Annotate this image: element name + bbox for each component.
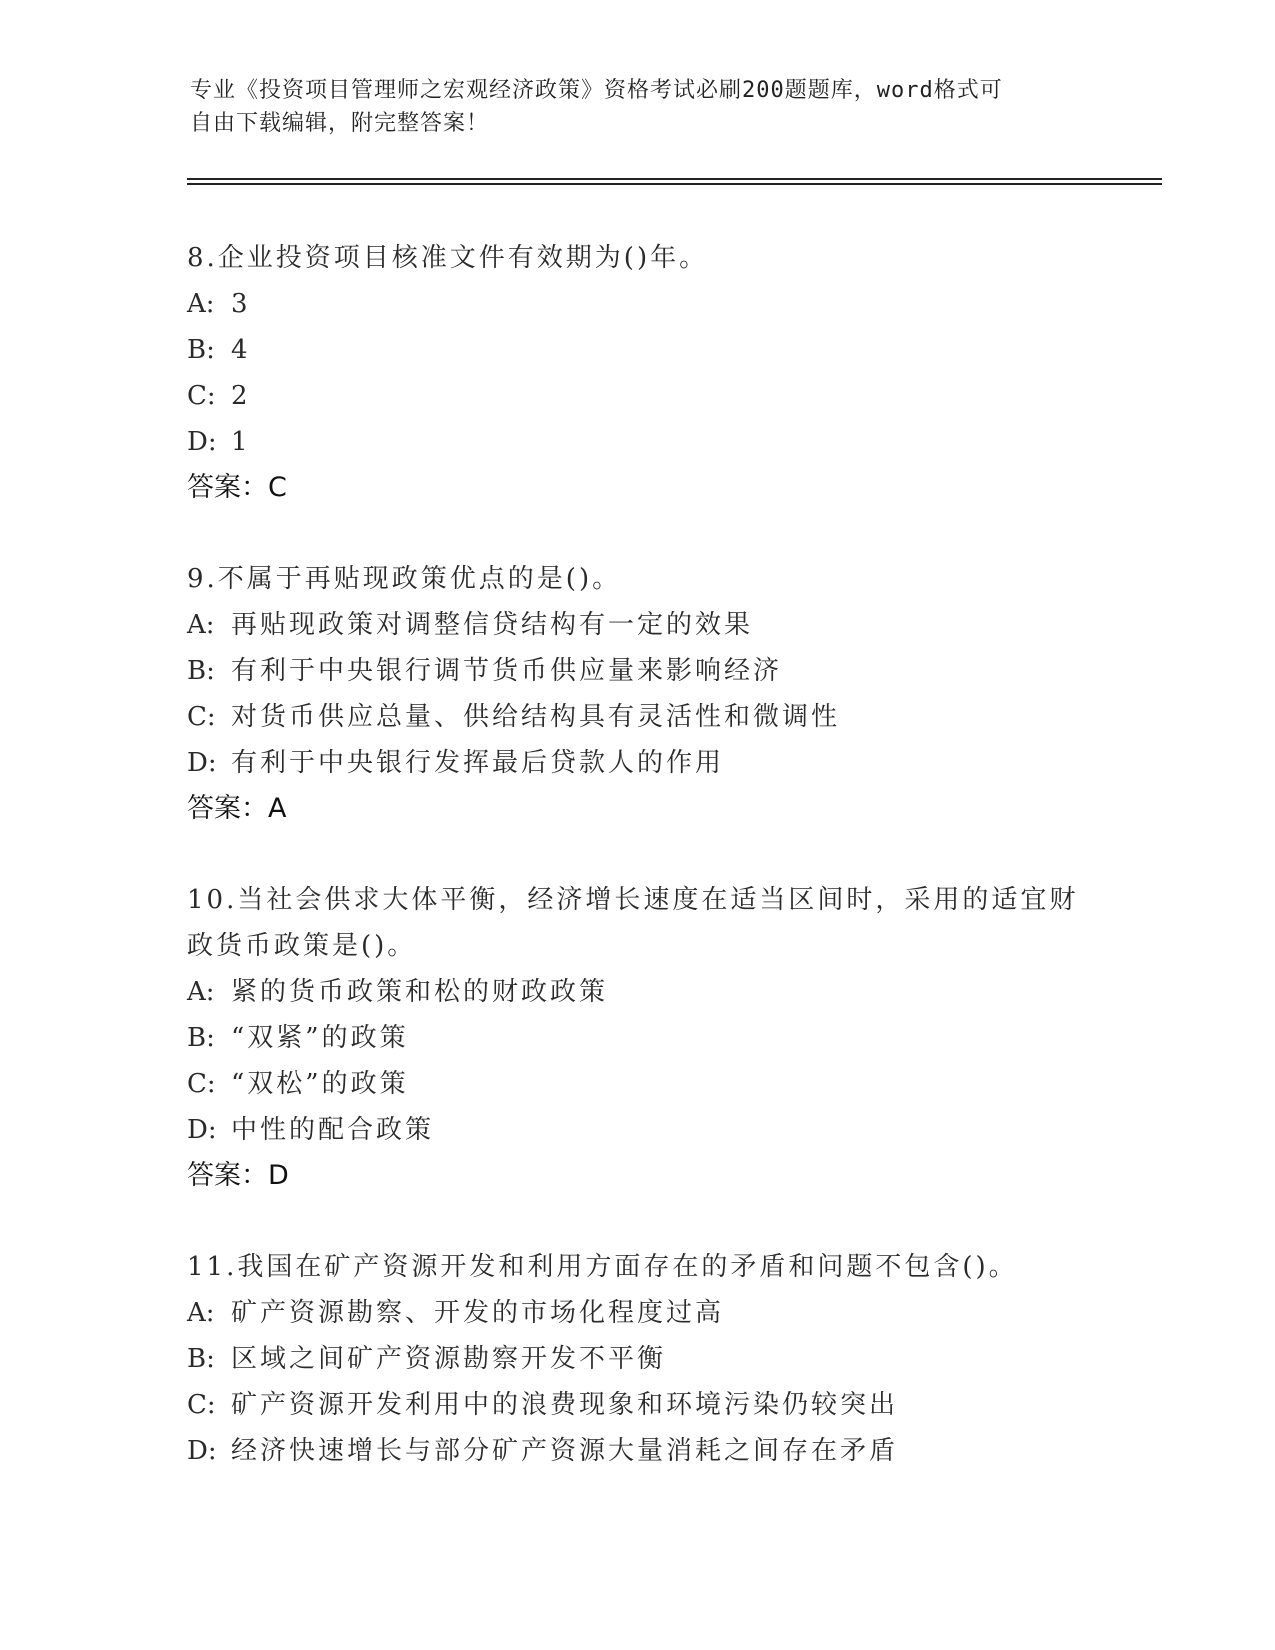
option-text: 2 (231, 381, 251, 411)
option-b (187, 327, 1147, 373)
question-8 (187, 235, 1147, 511)
answer-line: 答案：C (187, 472, 287, 503)
option-text: 中性的配合政策 (231, 1115, 435, 1145)
option-letter: D: (187, 427, 217, 457)
option-c (187, 373, 1147, 419)
option-text: “双紧”的政策 (231, 1023, 409, 1053)
option-letter: A: (187, 977, 215, 1007)
question-title: 11.我国在矿产资源开发和利用方面存在的矛盾和问题不包含()。 (187, 1252, 1018, 1282)
option-d (187, 1107, 1147, 1153)
option-letter: B: (187, 656, 215, 686)
option-text: 紧的货币政策和松的财政政策 (231, 977, 609, 1007)
option-c (187, 1382, 1147, 1428)
option-text: 3 (231, 289, 251, 319)
option-letter: C: (187, 381, 216, 411)
header-line-1: 专业《投资项目管理师之宏观经济政策》资格考试必刷200题题库，word格式可 (190, 78, 1003, 103)
option-text: 矿产资源开发利用中的浪费现象和环境污染仍较突出 (231, 1390, 899, 1420)
option-text: 经济快速增长与部分矿产资源大量消耗之间存在矛盾 (231, 1436, 899, 1466)
option-text: 有利于中央银行发挥最后贷款人的作用 (231, 748, 725, 778)
option-d (187, 1428, 1147, 1474)
option-text: 1 (231, 427, 251, 457)
option-a (187, 602, 1147, 648)
option-text: 区域之间矿产资源勘察开发不平衡 (231, 1344, 667, 1374)
option-letter: D: (187, 748, 217, 778)
option-text: 再贴现政策对调整信贷结构有一定的效果 (231, 610, 754, 640)
question-9 (187, 556, 1147, 832)
option-d (187, 419, 1147, 465)
option-a (187, 969, 1147, 1015)
option-a (187, 1290, 1147, 1336)
question-title: 10.当社会供求大体平衡，经济增长速度在适当区间时，采用的适宜财 (187, 885, 1079, 915)
header-divider-top (187, 178, 1162, 180)
option-text: 有利于中央银行调节货币供应量来影响经济 (231, 656, 783, 686)
question-title: 9.不属于再贴现政策优点的是()。 (187, 564, 622, 594)
header-line-2: 自由下载编辑，附完整答案！ (190, 111, 490, 136)
option-b (187, 1336, 1147, 1382)
option-letter: C: (187, 1390, 216, 1420)
option-c (187, 1061, 1147, 1107)
option-b (187, 1015, 1147, 1061)
option-letter: A: (187, 289, 215, 319)
question-11 (187, 1244, 1147, 1474)
answer-line: 答案：A (187, 793, 287, 824)
option-letter: A: (187, 1298, 215, 1328)
option-text: 对货币供应总量、供给结构具有灵活性和微调性 (231, 702, 841, 732)
option-d (187, 740, 1147, 786)
option-letter: B: (187, 335, 215, 365)
option-letter: D: (187, 1115, 217, 1145)
question-10 (187, 877, 1147, 1199)
header-divider-bottom (187, 183, 1162, 185)
option-letter: A: (187, 610, 215, 640)
option-text: “双松”的政策 (231, 1069, 409, 1099)
answer-line: 答案：D (187, 1160, 289, 1191)
option-letter: C: (187, 1069, 216, 1099)
question-title-continued: 政货币政策是()。 (187, 931, 417, 961)
option-letter: B: (187, 1344, 215, 1374)
option-letter: C: (187, 702, 216, 732)
document-header (190, 74, 1090, 140)
option-letter: B: (187, 1023, 215, 1053)
option-a (187, 281, 1147, 327)
option-text: 4 (231, 335, 251, 365)
option-b (187, 648, 1147, 694)
option-c (187, 694, 1147, 740)
option-letter: D: (187, 1436, 217, 1466)
option-text: 矿产资源勘察、开发的市场化程度过高 (231, 1298, 725, 1328)
question-title: 8.企业投资项目核准文件有效期为()年。 (187, 243, 709, 273)
